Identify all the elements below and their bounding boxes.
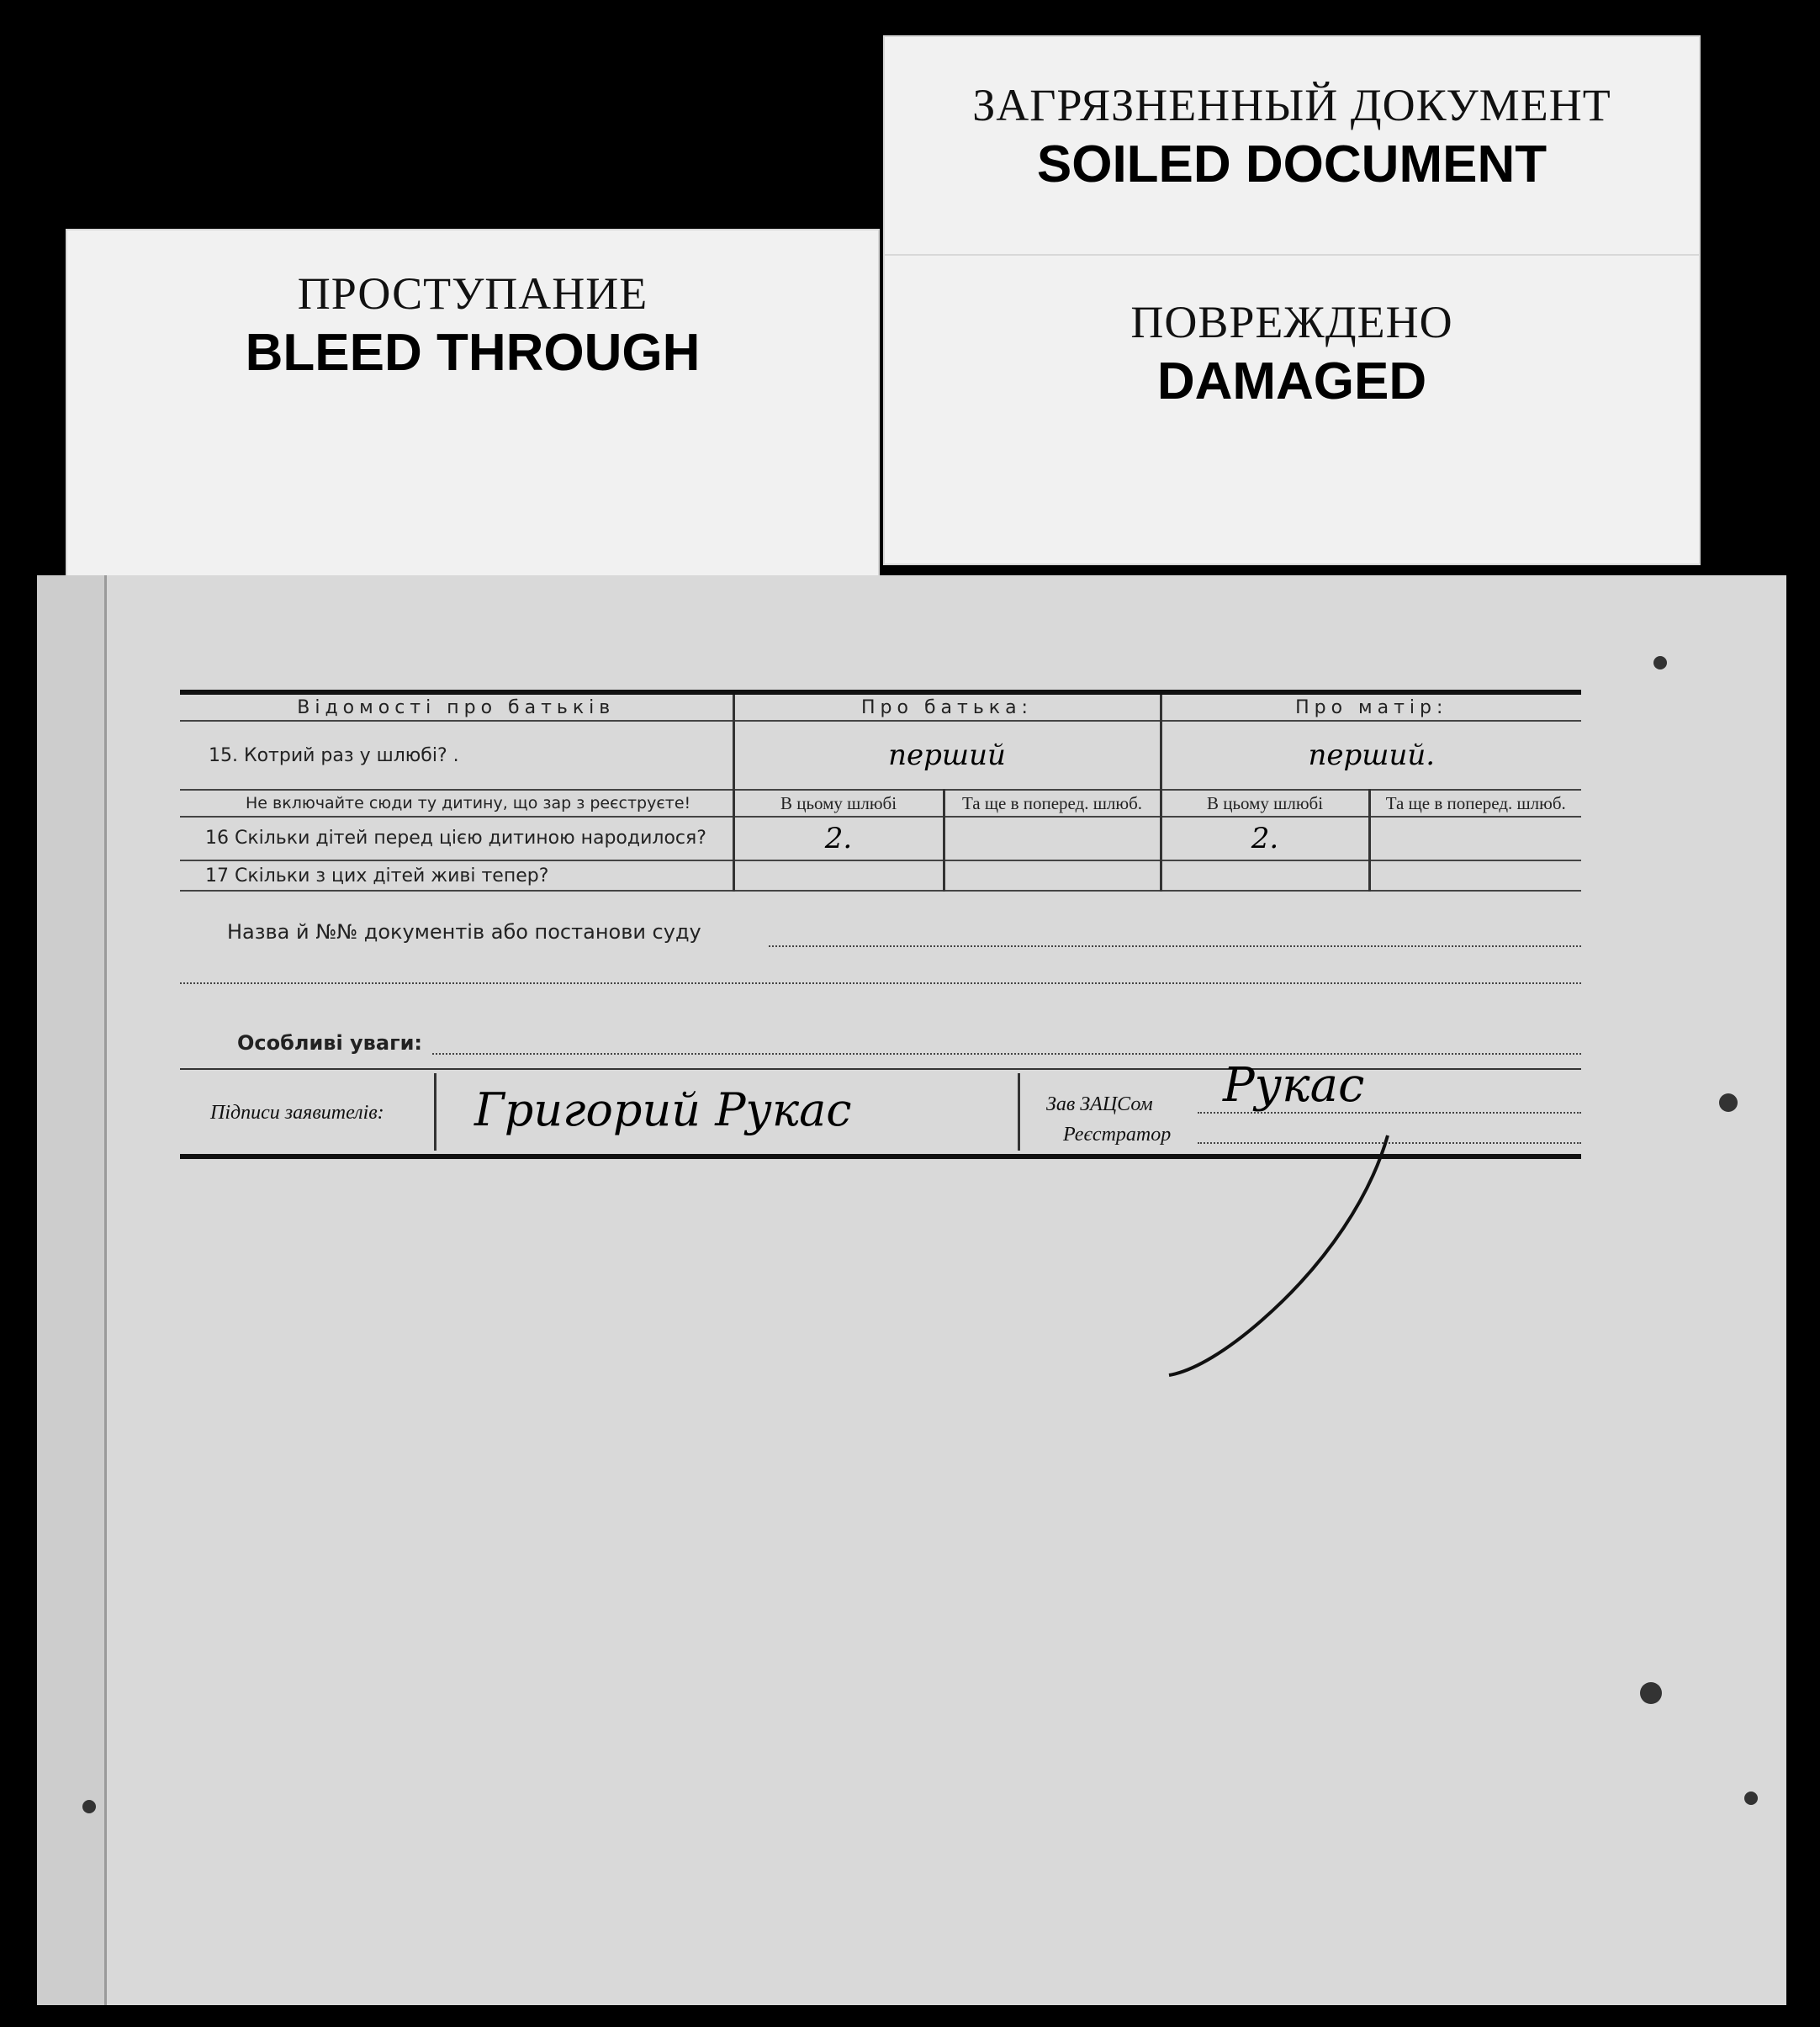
bleed-label-ru: ПРОСТУПАНИЕ <box>297 268 648 319</box>
damaged-label-ru: ПОВРЕЖДЕНО <box>1130 297 1453 347</box>
sheet-binding-edge <box>37 575 107 2005</box>
row15-father-value: перший <box>733 721 1161 790</box>
row17-mother-this-value <box>1161 860 1369 891</box>
row16-father-this-value: 2. <box>733 817 944 860</box>
row17-label: 17 Скільки з цих дітей живі тепер? <box>180 860 733 891</box>
bleed-through-card <box>66 229 880 582</box>
mother-prev-marriage-header: Та ще в поперед. шлюб. <box>1369 790 1581 817</box>
father-this-marriage-header: В цьому шлюбі <box>733 790 944 817</box>
registrar-label: Реєстратор <box>1063 1124 1172 1146</box>
punch-hole <box>1653 656 1667 669</box>
father-prev-marriage-header: Та ще в поперед. шлюб. <box>944 790 1161 817</box>
row16-father-prev-value <box>944 817 1161 860</box>
row16-mother-this-value: 2. <box>1161 817 1369 860</box>
punch-hole <box>1640 1682 1662 1704</box>
row15-mother-value: перший. <box>1161 721 1581 790</box>
applicant-signature: Григорий Рукас <box>474 1083 852 1136</box>
table-header-row <box>180 695 1581 721</box>
parents-info-form <box>180 690 1581 1159</box>
row16-note: Не включайте сюди ту дитину, що зар з реєструєте! <box>180 790 733 817</box>
punch-hole <box>82 1800 96 1813</box>
remarks-dotted-line <box>432 1053 1581 1055</box>
row-17 <box>180 860 1581 891</box>
row17-mother-prev-value <box>1369 860 1581 891</box>
damaged-card <box>883 254 1701 565</box>
soiled-label-ru: ЗАГРЯЗНЕННЫЙ ДОКУМЕНТ <box>972 80 1611 130</box>
header-mother: Про матір: <box>1161 695 1581 721</box>
row-15 <box>180 721 1581 790</box>
row17-father-this-value <box>733 860 944 891</box>
signature-divider <box>434 1073 436 1151</box>
remarks-label: Особливі уваги: <box>237 1031 423 1055</box>
punch-hole <box>1744 1791 1758 1805</box>
documents-label: Назва й №№ документів або постанови суду <box>227 920 701 944</box>
head-signature: Рукас <box>1223 1058 1365 1113</box>
remarks-line <box>180 1031 1581 1065</box>
signatures-label: Підписи заявителів: <box>210 1102 384 1124</box>
soiled-document-card <box>883 35 1701 271</box>
documents-line <box>180 920 1581 954</box>
signature-divider <box>1018 1073 1020 1151</box>
damaged-label-en: DAMAGED <box>1156 352 1427 410</box>
header-parents-info: Відомості про батьків <box>180 695 733 721</box>
row17-father-prev-value <box>944 860 1161 891</box>
row-16 <box>180 817 1581 860</box>
row16-mother-prev-value <box>1369 817 1581 860</box>
soiled-label-en: SOILED DOCUMENT <box>1036 135 1548 193</box>
row16-label: 16 Скільки дітей перед цією дитиною народилося? <box>180 817 733 860</box>
documents-dotted-line <box>769 945 1581 947</box>
signature-flourish <box>1161 1119 1405 1388</box>
head-label: Зав ЗАЦСом <box>1046 1093 1153 1115</box>
row-16-subheader <box>180 790 1581 817</box>
mother-this-marriage-header: В цьому шлюбі <box>1161 790 1369 817</box>
documents-dotted-line-2 <box>180 982 1581 984</box>
parents-table <box>180 695 1581 892</box>
header-father: Про батька: <box>733 695 1161 721</box>
row15-label: 15. Котрий раз у шлюбі? . <box>180 721 733 790</box>
bleed-label-en: BLEED THROUGH <box>245 324 701 382</box>
punch-hole <box>1719 1093 1738 1112</box>
